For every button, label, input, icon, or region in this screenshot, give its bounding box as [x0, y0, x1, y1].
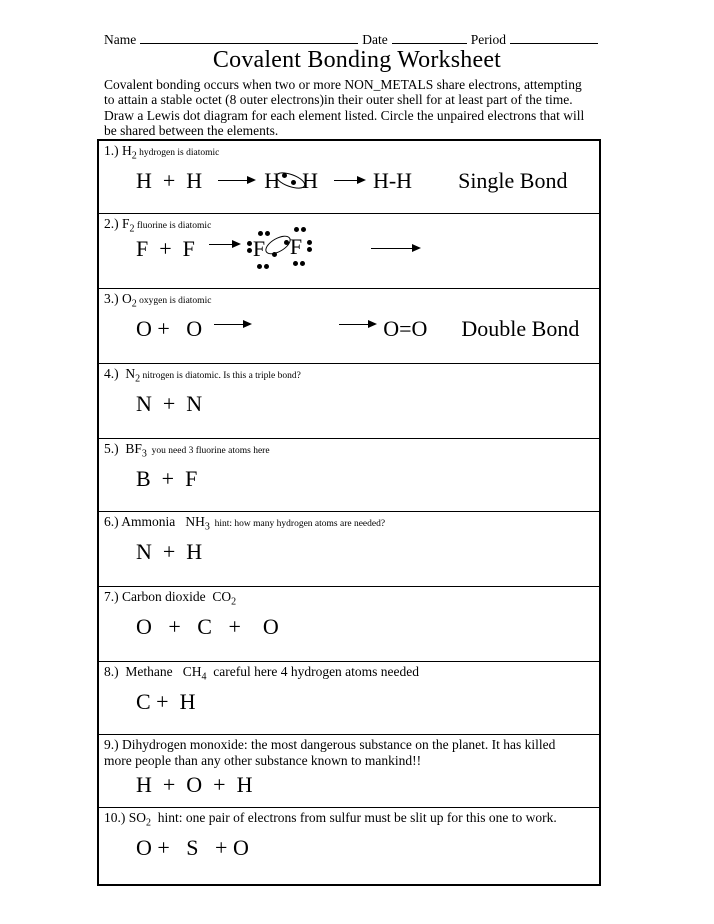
equation-line	[104, 313, 595, 345]
reactants-text: C + H	[136, 688, 196, 714]
worksheet-table	[97, 139, 601, 886]
electron-dot	[257, 264, 262, 269]
element-symbol: F	[289, 233, 303, 259]
product-text: H-H	[372, 167, 413, 193]
problem-number: 6.)	[104, 514, 122, 529]
problem-row-2	[99, 213, 599, 288]
formula-subscript: 2	[131, 298, 137, 310]
reactants-text: B + F	[136, 465, 198, 491]
problem-hint: fluorine is diatomic	[134, 221, 212, 231]
problem-row-6	[99, 511, 599, 586]
formula-subscript: 2	[129, 223, 135, 235]
intro-line: to attain a stable octet (8 outer electrons)in their outer shell for at least part of the time.	[104, 92, 573, 108]
problem-hint: hint: how many hydrogen atoms are needed?	[209, 519, 386, 529]
intro-line: Covalent bonding occurs when two or more NON_METALS share electrons, attempting	[104, 77, 582, 92]
electron-dot	[307, 247, 312, 252]
problem-hint: hydrogen is diatomic	[136, 148, 220, 158]
reactants-text: F + F	[136, 235, 195, 261]
arrow-right-icon	[218, 180, 254, 182]
formula-text: BF	[125, 441, 142, 456]
problem-number: 10.)	[104, 810, 129, 825]
reactants-text: N + N	[136, 390, 203, 416]
electron-dot	[293, 261, 298, 266]
reactants-text: H + H	[136, 167, 203, 193]
compound-name: Methane	[125, 664, 183, 679]
problem-label	[104, 810, 595, 829]
formula-subscript: 2	[131, 150, 137, 162]
name-label: Name	[104, 32, 137, 47]
electron-dot	[247, 248, 252, 253]
reactants-text: O + O	[136, 315, 203, 341]
header-fill-in-line	[104, 31, 598, 48]
equation-line	[104, 769, 595, 801]
formula-text: CO	[212, 589, 232, 604]
equation-line	[104, 536, 595, 568]
formula-subscript: 2	[135, 373, 141, 385]
problem-number: 5.)	[104, 441, 126, 456]
problem-label	[104, 737, 595, 753]
arrow-right-icon	[371, 248, 419, 250]
arrow-right-icon	[339, 324, 375, 326]
problem-row-3	[99, 288, 599, 363]
formula-text: N	[125, 366, 136, 381]
problem-number: 3.)	[104, 291, 122, 306]
problem-row-1	[99, 141, 599, 213]
electron-dot	[294, 227, 299, 232]
problem-label	[104, 589, 595, 608]
problem-label	[104, 291, 595, 310]
problem-text: more people than any other substance known to mankind!!	[104, 753, 422, 768]
problem-row-8	[99, 661, 599, 734]
electron-dot	[258, 231, 263, 236]
problem-hint: you need 3 fluorine atoms here	[146, 446, 270, 456]
problem-hint: careful here 4 hydrogen atoms needed	[206, 664, 420, 679]
formula-text: CH	[182, 664, 202, 679]
compound-name: Ammonia	[121, 514, 186, 529]
arrow-right-icon	[214, 324, 250, 326]
problem-number: 7.)	[104, 589, 122, 604]
electron-dot	[264, 264, 269, 269]
problem-label	[104, 441, 595, 460]
formula-subscript: 3	[141, 448, 147, 460]
equation-line	[104, 463, 595, 495]
problem-label	[104, 143, 595, 162]
arrow-right-icon	[209, 244, 239, 246]
compound-name: Carbon dioxide	[122, 589, 213, 604]
formula-text: SO	[128, 810, 147, 825]
arrow-right-icon	[334, 180, 364, 182]
problem-label	[104, 664, 595, 683]
electron-dot	[307, 240, 312, 245]
problem-row-9	[99, 734, 599, 807]
problem-row-4	[99, 363, 599, 438]
electron-dot	[247, 241, 252, 246]
problem-hint: nitrogen is diatomic. Is this a triple bond?	[140, 371, 301, 381]
formula-subscript: 3	[204, 521, 210, 533]
intro-paragraph	[104, 77, 609, 138]
electron-dot	[301, 227, 306, 232]
reactants-text: H + O + H	[136, 772, 253, 797]
intro-line: be shared between the elements.	[104, 122, 279, 138]
period-label: Period	[470, 32, 506, 47]
problem-row-10	[99, 807, 599, 884]
problem-hint: oxygen is diatomic	[136, 296, 212, 306]
problem-text: Dihydrogen monoxide: the most dangerous substance on the planet. It has killed	[122, 737, 556, 752]
equation-line	[104, 165, 595, 197]
equation-line	[104, 611, 595, 643]
formula-text: H	[122, 143, 132, 158]
bond-type-label: Double Bond	[461, 315, 580, 341]
element-symbol: F	[252, 235, 266, 261]
lewis-structure-f2	[243, 225, 317, 273]
date-label: Date	[362, 32, 388, 47]
problem-row-5	[99, 438, 599, 511]
element-symbol: H	[302, 167, 318, 193]
electron-dot	[265, 231, 270, 236]
period-blank-line	[510, 31, 598, 44]
equation-line	[104, 388, 595, 420]
reactants-text: O + C + O	[136, 613, 279, 639]
equation-line	[104, 686, 595, 718]
problem-label	[104, 366, 595, 385]
formula-text: NH	[185, 514, 205, 529]
problem-label	[104, 514, 595, 533]
problem-number: 2.)	[104, 216, 122, 231]
page-title: Covalent Bonding Worksheet	[212, 47, 502, 73]
formula-text: O	[122, 291, 132, 306]
formula-subscript: 2	[231, 596, 237, 608]
formula-subscript: 4	[201, 671, 207, 683]
problem-row-7	[99, 586, 599, 661]
problem-number: 8.)	[104, 664, 126, 679]
equation-line	[104, 832, 595, 864]
element-symbol: H	[264, 167, 281, 193]
problem-number: 4.)	[104, 366, 126, 381]
problem-hint: hint: one pair of electrons from sulfur must be slit up for this one to work.	[151, 810, 557, 825]
product-text: O=O	[383, 315, 428, 341]
problem-number: 1.)	[104, 143, 122, 158]
formula-subscript: 2	[146, 817, 152, 829]
electron-dot	[300, 261, 305, 266]
bond-type-label: Single Bond	[458, 167, 568, 193]
intro-line: Draw a Lewis dot diagram for each element listed. Circle the unpaired electrons that will	[104, 107, 585, 123]
formula-text: F	[122, 216, 130, 231]
name-blank-line	[140, 31, 358, 44]
lewis-shared-pair	[280, 166, 302, 196]
equation-line	[104, 233, 595, 265]
date-blank-line	[392, 31, 467, 44]
reactants-text: O + S + O	[136, 834, 249, 860]
reactants-text: N + H	[136, 538, 203, 564]
problem-number: 9.)	[104, 737, 122, 752]
